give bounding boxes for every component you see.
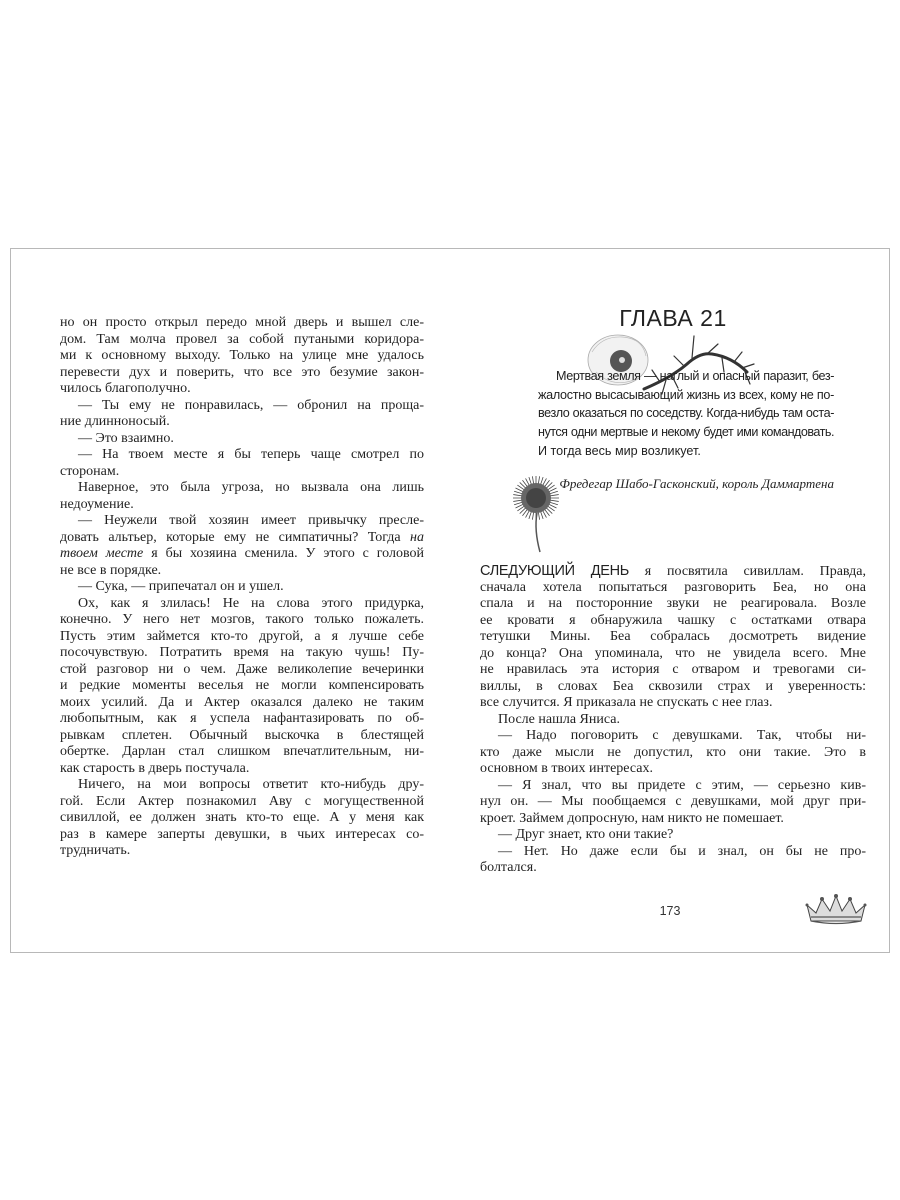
- text-line: как старость в дверь постучала.: [60, 760, 250, 776]
- left-page-text: [60, 315, 424, 860]
- thistle-icon: [510, 474, 562, 558]
- text-line: тетушки Мины. Беа собралась досмотреть видение: [480, 629, 866, 644]
- text-line: ми к основному выходу. Только на улице мне удалось: [60, 348, 424, 363]
- text-line: [60, 546, 424, 563]
- text-line: нул он. — Мы пообщаемся с девушками, мой друг при-: [480, 794, 866, 809]
- text-line: И тогда весь мир возликует.: [538, 443, 701, 458]
- text-line: гой. Если Актер познакомил Аву с могущественной: [60, 793, 424, 809]
- text-line: — Ты ему не понравилась, — обронил на проща-: [78, 397, 424, 413]
- text-line: Ничего, на мои вопросы ответит кто-нибудь дру-: [78, 777, 424, 792]
- text-line: моих усилий. Да и Актер оказался далеко не таким: [60, 694, 424, 710]
- text-line: сторонам.: [60, 463, 120, 479]
- text-line: виллы, в словах Беа сквозили страх и уверенность:: [480, 678, 866, 694]
- text-line: — Это взаимно.: [78, 430, 174, 446]
- text-line: [480, 563, 866, 580]
- text-line: рывкам сплетен. Обычный выскочка в блестящей: [60, 727, 424, 743]
- text-line: и редкие моменты веселья не могли компенсировать: [60, 678, 424, 693]
- text-line: чилось благополучно.: [60, 381, 191, 396]
- text-line: конечно. У него нет мозгов, такого только пожалеть.: [60, 612, 424, 627]
- text-line: сначала хотела попытаться разговорить Беа, но она: [480, 579, 866, 595]
- text-line: ее кровати я обнаружила чашку с остатками отвара: [480, 612, 866, 628]
- text-line: обертке. Дарлан стал слишком впечатлительным, ни-: [60, 744, 424, 759]
- text-line: основном в твоих интересах.: [480, 761, 653, 776]
- text-line: нутся одни мертвые и некому будет ими командовать.: [538, 425, 834, 440]
- text-segment: довать альтьер, которые ему не симпатичны? Тогда: [60, 529, 411, 545]
- text-line: [60, 530, 424, 547]
- text-line: недоумение.: [60, 496, 134, 512]
- page-number: 173: [659, 904, 681, 918]
- text-line: любопытным, как я успела нафантазировать по об-: [60, 711, 424, 726]
- text-line: — Неужели твой хозяин имеет привычку пресле-: [78, 513, 424, 528]
- text-line: — Друг знает, кто они такие?: [498, 827, 674, 842]
- right-page-text: [480, 563, 866, 877]
- text-line: — Нет. Но даже если бы и знал, он бы не про-: [498, 843, 866, 859]
- text-line: сивиллой, ее должен знать кто-то еще. А у меня как: [60, 810, 424, 825]
- italic-text: твоем месте: [60, 546, 144, 561]
- text-line: перевести дух и поверить, что все это безумие закон-: [60, 364, 424, 380]
- text-line: Пусть этим займется кто-то другой, а я лучше себе: [60, 628, 424, 644]
- text-line: Мертвая земля — наглый и опасный паразит, без-: [556, 369, 834, 383]
- text-line: — На твоем месте я бы теперь чаще смотрел по: [78, 447, 424, 462]
- text-line: не нравилась эта история с отваром и тревогами си-: [480, 662, 866, 677]
- text-line: Наверное, это была угроза, но вызвала она лишь: [78, 480, 424, 495]
- text-line: — Надо поговорить с девушками. Так, чтобы ни-: [498, 728, 866, 743]
- text-segment: я бы хозяина сменила. У этого с головой: [143, 546, 424, 561]
- chapter-title: ГЛАВА 21: [619, 305, 727, 331]
- text-line: болтался.: [480, 860, 537, 875]
- text-line: все случится. Я приказала не спускать с нее глаз.: [480, 695, 773, 710]
- text-line: но он просто открыл передо мной дверь и вышел сле-: [60, 315, 424, 330]
- text-line: кроет. Займем допросную, нам никто не помешает.: [480, 810, 784, 826]
- text-line: стой разговор ни о чем. Даже великолепие вечеринки: [60, 661, 424, 677]
- epigraph: [538, 367, 834, 460]
- text-line: ние длинноносый.: [60, 414, 170, 429]
- epigraph-attribution: Фредегар Шабо-Гасконский, король Даммартена: [559, 476, 834, 491]
- text-line: везло оказаться по соседству. Когда-нибудь там оста-: [538, 406, 834, 421]
- text-line: спала и на посторонние звуки не реагировала. Возле: [480, 596, 866, 611]
- italic-text: на: [410, 529, 424, 545]
- text-line: Ох, как я злилась! Не на слова этого придурка,: [78, 595, 424, 611]
- lead-in-caps: СЛЕДУЮЩИЙ ДЕНЬ: [480, 563, 630, 579]
- text-segment: я посвятила сивиллам. Правда,: [629, 564, 867, 579]
- text-line: не все в порядке.: [60, 562, 162, 578]
- text-line: После нашла Яниса.: [498, 711, 620, 727]
- text-line: трудничать.: [60, 843, 131, 858]
- text-line: кто даже мысли не допустил, кто они такие. Это в: [480, 744, 866, 760]
- text-line: дом. Там молча провел за собой путаными коридора-: [60, 331, 424, 347]
- text-line: посочувствую. Потратить время на такую чушь! Пу-: [60, 645, 424, 660]
- text-line: — Я знал, что вы придете с этим, — серьезно кив-: [498, 777, 866, 793]
- text-line: — Сука, — припечатал он и ушел.: [78, 579, 284, 594]
- text-line: раз в камере заперты девушки, в чьих интересах со-: [60, 826, 424, 842]
- text-line: до конца? Она упоминала, что не увидела всего. Мне: [480, 645, 866, 661]
- text-line: жалостно высасывающий жизнь из всех, кому не по-: [538, 387, 834, 402]
- crown-icon: [804, 893, 868, 927]
